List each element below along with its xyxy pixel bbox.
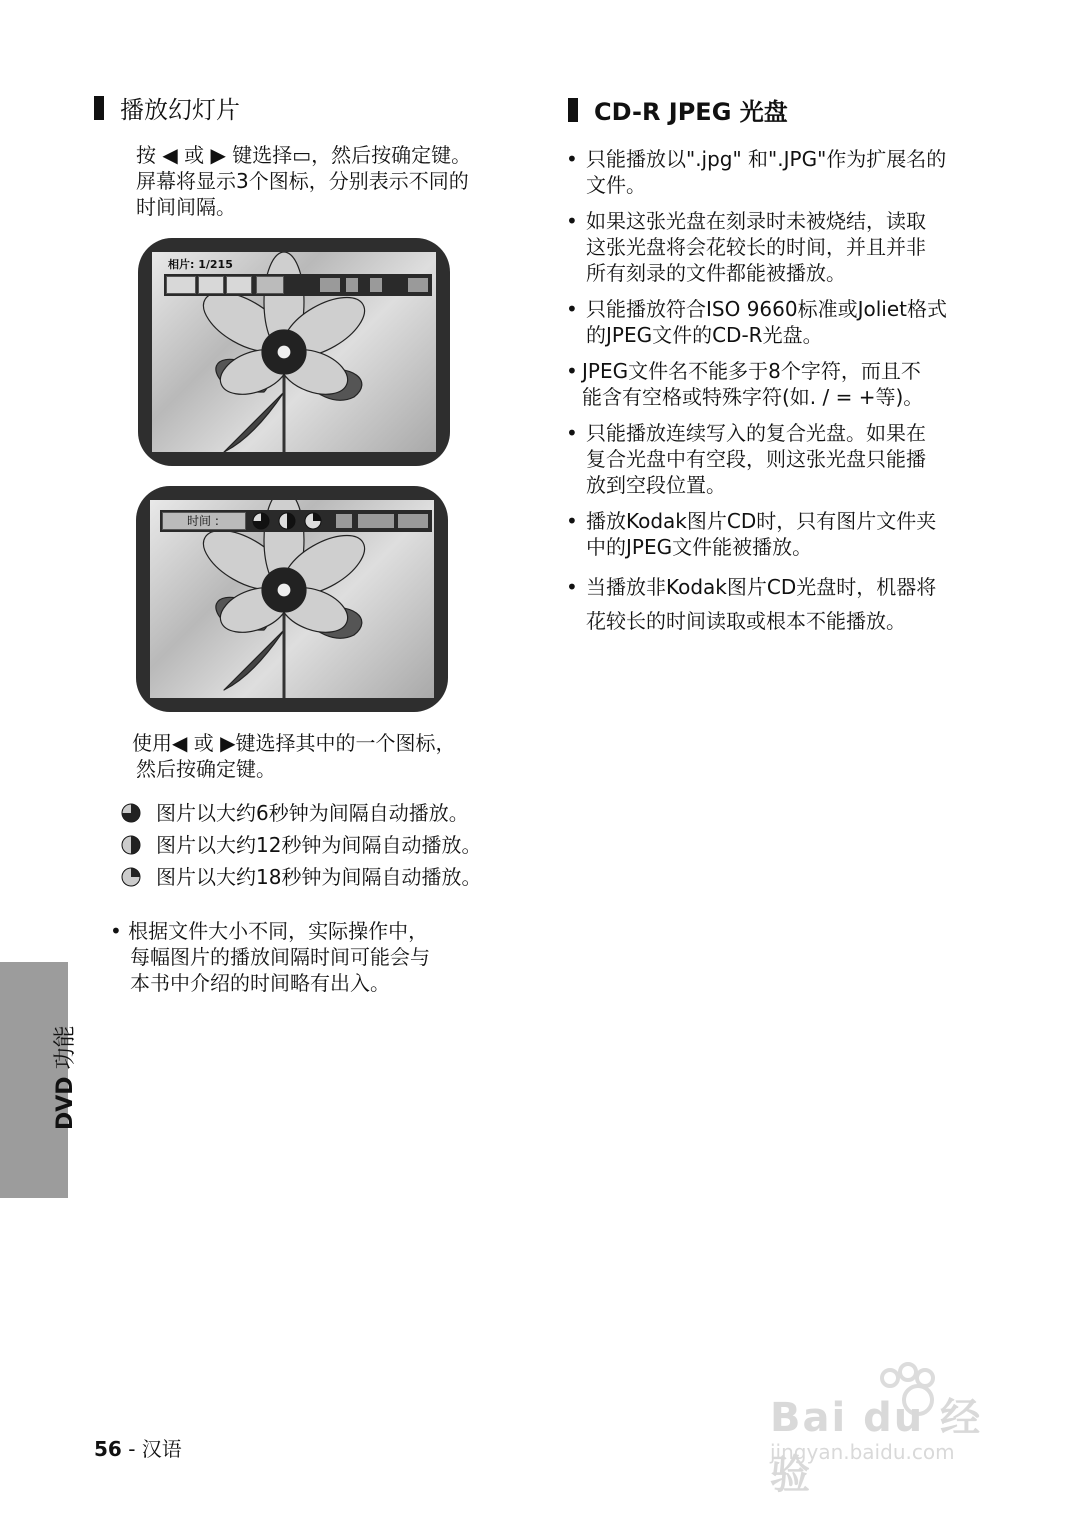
- interval-text: 图片以大约18秒钟为间隔自动播放。: [156, 865, 482, 889]
- watermark-brand: Bai du 经验: [770, 1395, 983, 1498]
- select-paragraph: [132, 730, 532, 782]
- thumbnail-grid-icon[interactable]: [166, 276, 196, 294]
- note-paragraph: [110, 918, 530, 996]
- footer-separator: -: [121, 1437, 142, 1461]
- interval-text: 图片以大约12秒钟为间隔自动播放。: [156, 833, 482, 857]
- rotate-icon[interactable]: [198, 276, 224, 294]
- page-footer: [94, 1433, 182, 1462]
- list-item: • 如果这张光盘在刻录时未被烧结，读取 这张光盘将会花较长的时间，并且并非 所有刻录的文件都能被播放。: [566, 208, 1006, 286]
- heading-bar: [568, 98, 578, 122]
- screen-image: [152, 252, 436, 452]
- interval-list: [120, 800, 540, 896]
- bullet: •: [110, 919, 129, 943]
- select-line: 使用◀ 或 ▶键选择其中的一个图标，: [132, 731, 456, 755]
- section-heading-cdr-jpeg: [568, 92, 788, 127]
- intro-line: 屏幕将显示3个图标，分别表示不同的: [136, 169, 469, 193]
- return-icon[interactable]: [398, 514, 428, 528]
- photo-counter: 相片: 1/215: [168, 258, 233, 271]
- list-item: • 只能播放符合ISO 9660标准或Joliet格式 的JPEG文件的CD-R光盘。: [566, 296, 1006, 348]
- zoom-icon[interactable]: [226, 276, 252, 294]
- footer-language: 汉语: [141, 1437, 182, 1461]
- interval-item: [120, 864, 540, 890]
- list-item: • 只能播放连续写入的复合光盘。如果在 复合光盘中有空段，则这张光盘只能播 放到空段位置。: [566, 420, 1006, 498]
- slideshow-icon[interactable]: [256, 276, 284, 294]
- pie-18s-icon: [313, 513, 321, 521]
- list-item: • 播放Kodak图片CD时，只有图片文件夹 中的JPEG文件能被播放。: [566, 508, 1006, 560]
- time-options: [252, 512, 324, 530]
- tv-screen-time-menu: [136, 486, 448, 712]
- time-label: 时间 :: [162, 512, 246, 530]
- list-item: • JPEG文件名不能多于8个字符，而且不 能含有空格或特殊字符(如. / = +等)。: [566, 358, 1006, 410]
- heading-bar: [94, 96, 104, 120]
- note-line: • 根据文件大小不同，实际操作中，: [110, 919, 429, 943]
- photo-toolbar: [164, 274, 432, 296]
- time-toolbar: [160, 510, 432, 532]
- heading-text: CD-R JPEG 光盘: [594, 98, 788, 126]
- enter-icon[interactable]: [346, 278, 358, 292]
- baidu-watermark: [770, 1360, 1010, 1498]
- heading-text: 播放幻灯片: [120, 96, 240, 124]
- watermark-url: jingyan.baidu.com: [770, 1440, 955, 1464]
- note-line: 本书中介绍的时间略有出入。: [130, 971, 390, 995]
- cdr-rules-list: [566, 146, 1006, 648]
- page-number: 56: [94, 1437, 122, 1461]
- pie-12s-icon: [287, 513, 295, 529]
- intro-line: 时间间隔。: [136, 195, 236, 219]
- list-item: • 只能播放以".jpg" 和".JPG"作为扩展名的 文件。: [566, 146, 1006, 198]
- interval-item: [120, 800, 540, 826]
- prev-icon[interactable]: [320, 278, 340, 292]
- return-icon[interactable]: [370, 278, 382, 292]
- pie-18s-icon: [120, 866, 142, 888]
- side-tab-label: DVD 功能: [53, 1025, 78, 1130]
- select-line: 然后按确定键。: [136, 757, 276, 781]
- enter-icon[interactable]: [358, 514, 394, 528]
- move-icon[interactable]: [336, 514, 352, 528]
- skip-icon[interactable]: [408, 278, 428, 292]
- section-heading-slideshow: [94, 90, 240, 125]
- tv-screen-photo-menu: [138, 238, 450, 466]
- list-item: • 当播放非Kodak图片CD光盘时，机器将 花较长的时间读取或根本不能播放。: [566, 570, 1006, 638]
- pie-12s-icon: [120, 834, 142, 856]
- interval-item: [120, 832, 540, 858]
- intro-paragraph: [136, 142, 536, 220]
- note-line: 每幅图片的播放间隔时间可能会与: [130, 945, 430, 969]
- intro-line: 按 ◀ 或 ▶ 键选择▭，然后按确定键。: [136, 143, 472, 167]
- interval-text: 图片以大约6秒钟为间隔自动播放。: [156, 801, 469, 825]
- pie-6s-icon: [120, 802, 142, 824]
- screen-image: [150, 500, 434, 698]
